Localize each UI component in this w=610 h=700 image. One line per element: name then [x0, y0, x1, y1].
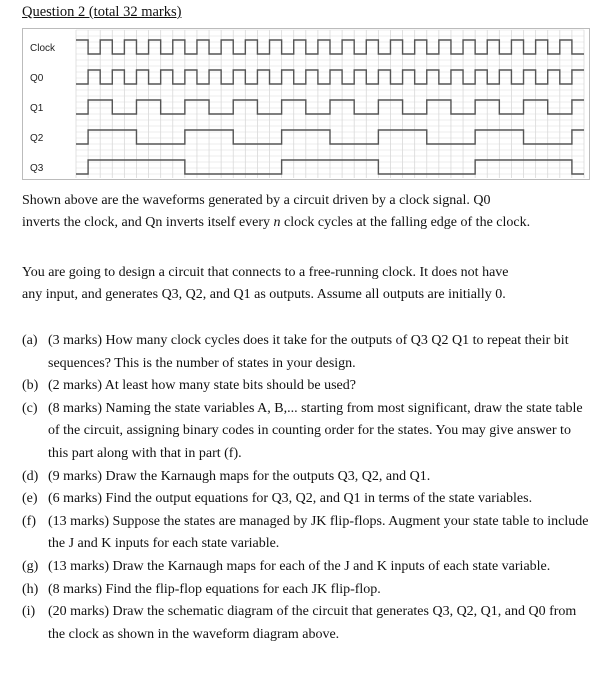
- question-letter: (i): [22, 604, 36, 620]
- question-text: (3 marks) How many clock cycles does it take for the outputs of Q3 Q2 Q1 to repeat their bit sequences? This is the number of states in your design.: [48, 333, 569, 371]
- question-item-b: [22, 375, 592, 398]
- waveform-diagram: [22, 28, 590, 180]
- question-text: (9 marks) Draw the Karnaugh maps for the outputs Q3, Q2, and Q1.: [48, 468, 431, 484]
- question-text: (6 marks) Find the output equations for Q3, Q2, and Q1 in terms of the state variables.: [48, 491, 533, 507]
- question-letter: (c): [22, 400, 38, 416]
- question-item-i: [22, 601, 592, 646]
- design-line-2: any input, and generates Q3, Q2, and Q1 as outputs. Assume all outputs are initially 0.: [22, 287, 506, 302]
- question-item-c: [22, 398, 592, 466]
- question-item-g: [22, 556, 592, 579]
- signal-label-q0: Q0: [30, 73, 44, 84]
- question-item-a: [22, 330, 592, 375]
- question-letter: (h): [22, 581, 39, 597]
- intro-variable-n: n: [273, 215, 281, 230]
- question-letter: (d): [22, 468, 39, 484]
- intro-line-2b: clock cycles at the falling edge of the clock.: [280, 215, 531, 230]
- question-text: (20 marks) Draw the schematic diagram of the circuit that generates Q3, Q2, Q1, and Q0 from the clock as shown in the waveform diagram above.: [48, 604, 577, 642]
- intro-line-1: Shown above are the waveforms generated by a circuit driven by a clock signal. Q0: [22, 193, 491, 208]
- question-letter: (a): [22, 333, 38, 348]
- signal-label-q3: Q3: [30, 163, 44, 174]
- question-text: (13 marks) Draw the Karnaugh maps for each of the J and K inputs of each state variable.: [48, 558, 551, 574]
- question-text: (13 marks) Suppose the states are managed by JK flip-flops. Augment your state table to include the J and K inputs for each state variable.: [48, 513, 589, 552]
- question-letter: (f): [22, 513, 36, 529]
- signal-label-clock: Clock: [30, 43, 56, 54]
- question-title: Question 2 (total 32 marks): [22, 4, 182, 20]
- design-paragraph: [22, 262, 592, 306]
- question-item-d: [22, 466, 592, 489]
- design-line-1: You are going to design a circuit that connects to a free-running clock. It does not have: [22, 265, 509, 280]
- question-item-e: [22, 488, 592, 511]
- question-letter: (g): [22, 558, 39, 574]
- question-letter: (e): [22, 491, 38, 507]
- question-text: (8 marks) Find the flip-flop equations for each JK flip-flop.: [48, 581, 381, 597]
- intro-line-2a: inverts the clock, and Qn inverts itself every: [22, 215, 274, 230]
- question-item-f: [22, 511, 592, 556]
- question-text: (8 marks) Naming the state variables A, B,... starting from most significant, draw the state table of the circuit, assigning binary codes in counting order for the states. You may give answer to this part along with that in part (f).: [48, 400, 583, 461]
- intro-paragraph: [22, 190, 592, 234]
- question-letter: (b): [22, 378, 39, 394]
- signal-label-q2: Q2: [30, 133, 44, 144]
- question-text: (2 marks) At least how many state bits should be used?: [48, 378, 356, 394]
- question-item-h: [22, 579, 592, 602]
- question-list: [22, 330, 592, 646]
- signal-label-q1: Q1: [30, 103, 44, 114]
